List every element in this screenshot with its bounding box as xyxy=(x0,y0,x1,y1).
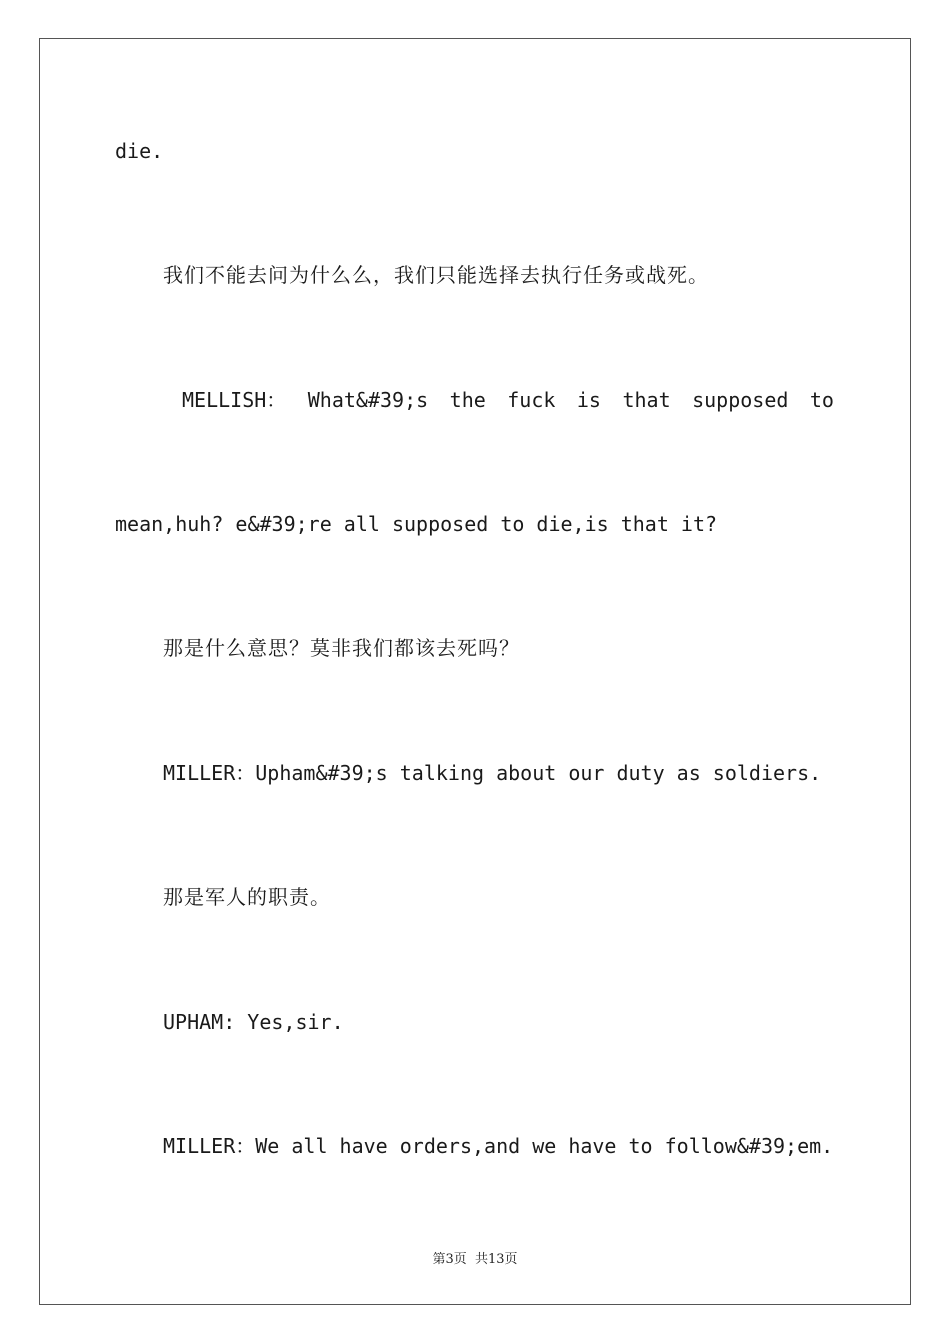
text-line-mellish xyxy=(182,388,834,412)
text-line-chinese-1: 我们不能去问为什么么，我们只能选择去执行任务或战死。 xyxy=(163,263,709,287)
text-line-die: die. xyxy=(115,139,164,163)
word: MELLISH： xyxy=(182,388,287,412)
text-line-miller-1: MILLER：Upham&#39;s talking about our duty as soldiers. xyxy=(163,761,822,785)
word: that xyxy=(622,388,671,412)
word: the xyxy=(449,388,486,412)
word: is xyxy=(576,388,601,412)
page-number: 第3页 xyxy=(432,1252,467,1267)
text-line-chinese-3: 那是军人的职责。 xyxy=(163,885,331,909)
page-footer xyxy=(0,1248,950,1267)
text-line-chinese-2: 那是什么意思？莫非我们都该去死吗？ xyxy=(163,636,520,660)
text-line-upham: UPHAM: Yes,sir. xyxy=(163,1010,344,1034)
word: fuck xyxy=(507,388,556,412)
page-total: 共13页 xyxy=(474,1252,518,1267)
word: What&#39;s xyxy=(307,388,429,412)
word: to xyxy=(809,388,834,412)
word: supposed xyxy=(692,388,789,412)
page-border xyxy=(39,38,911,1305)
text-line-miller-2: MILLER：We all have orders,and we have to follow&#39;em. xyxy=(163,1134,834,1158)
text-line-mean: mean,huh? e&#39;re all supposed to die,is that it? xyxy=(115,512,718,536)
